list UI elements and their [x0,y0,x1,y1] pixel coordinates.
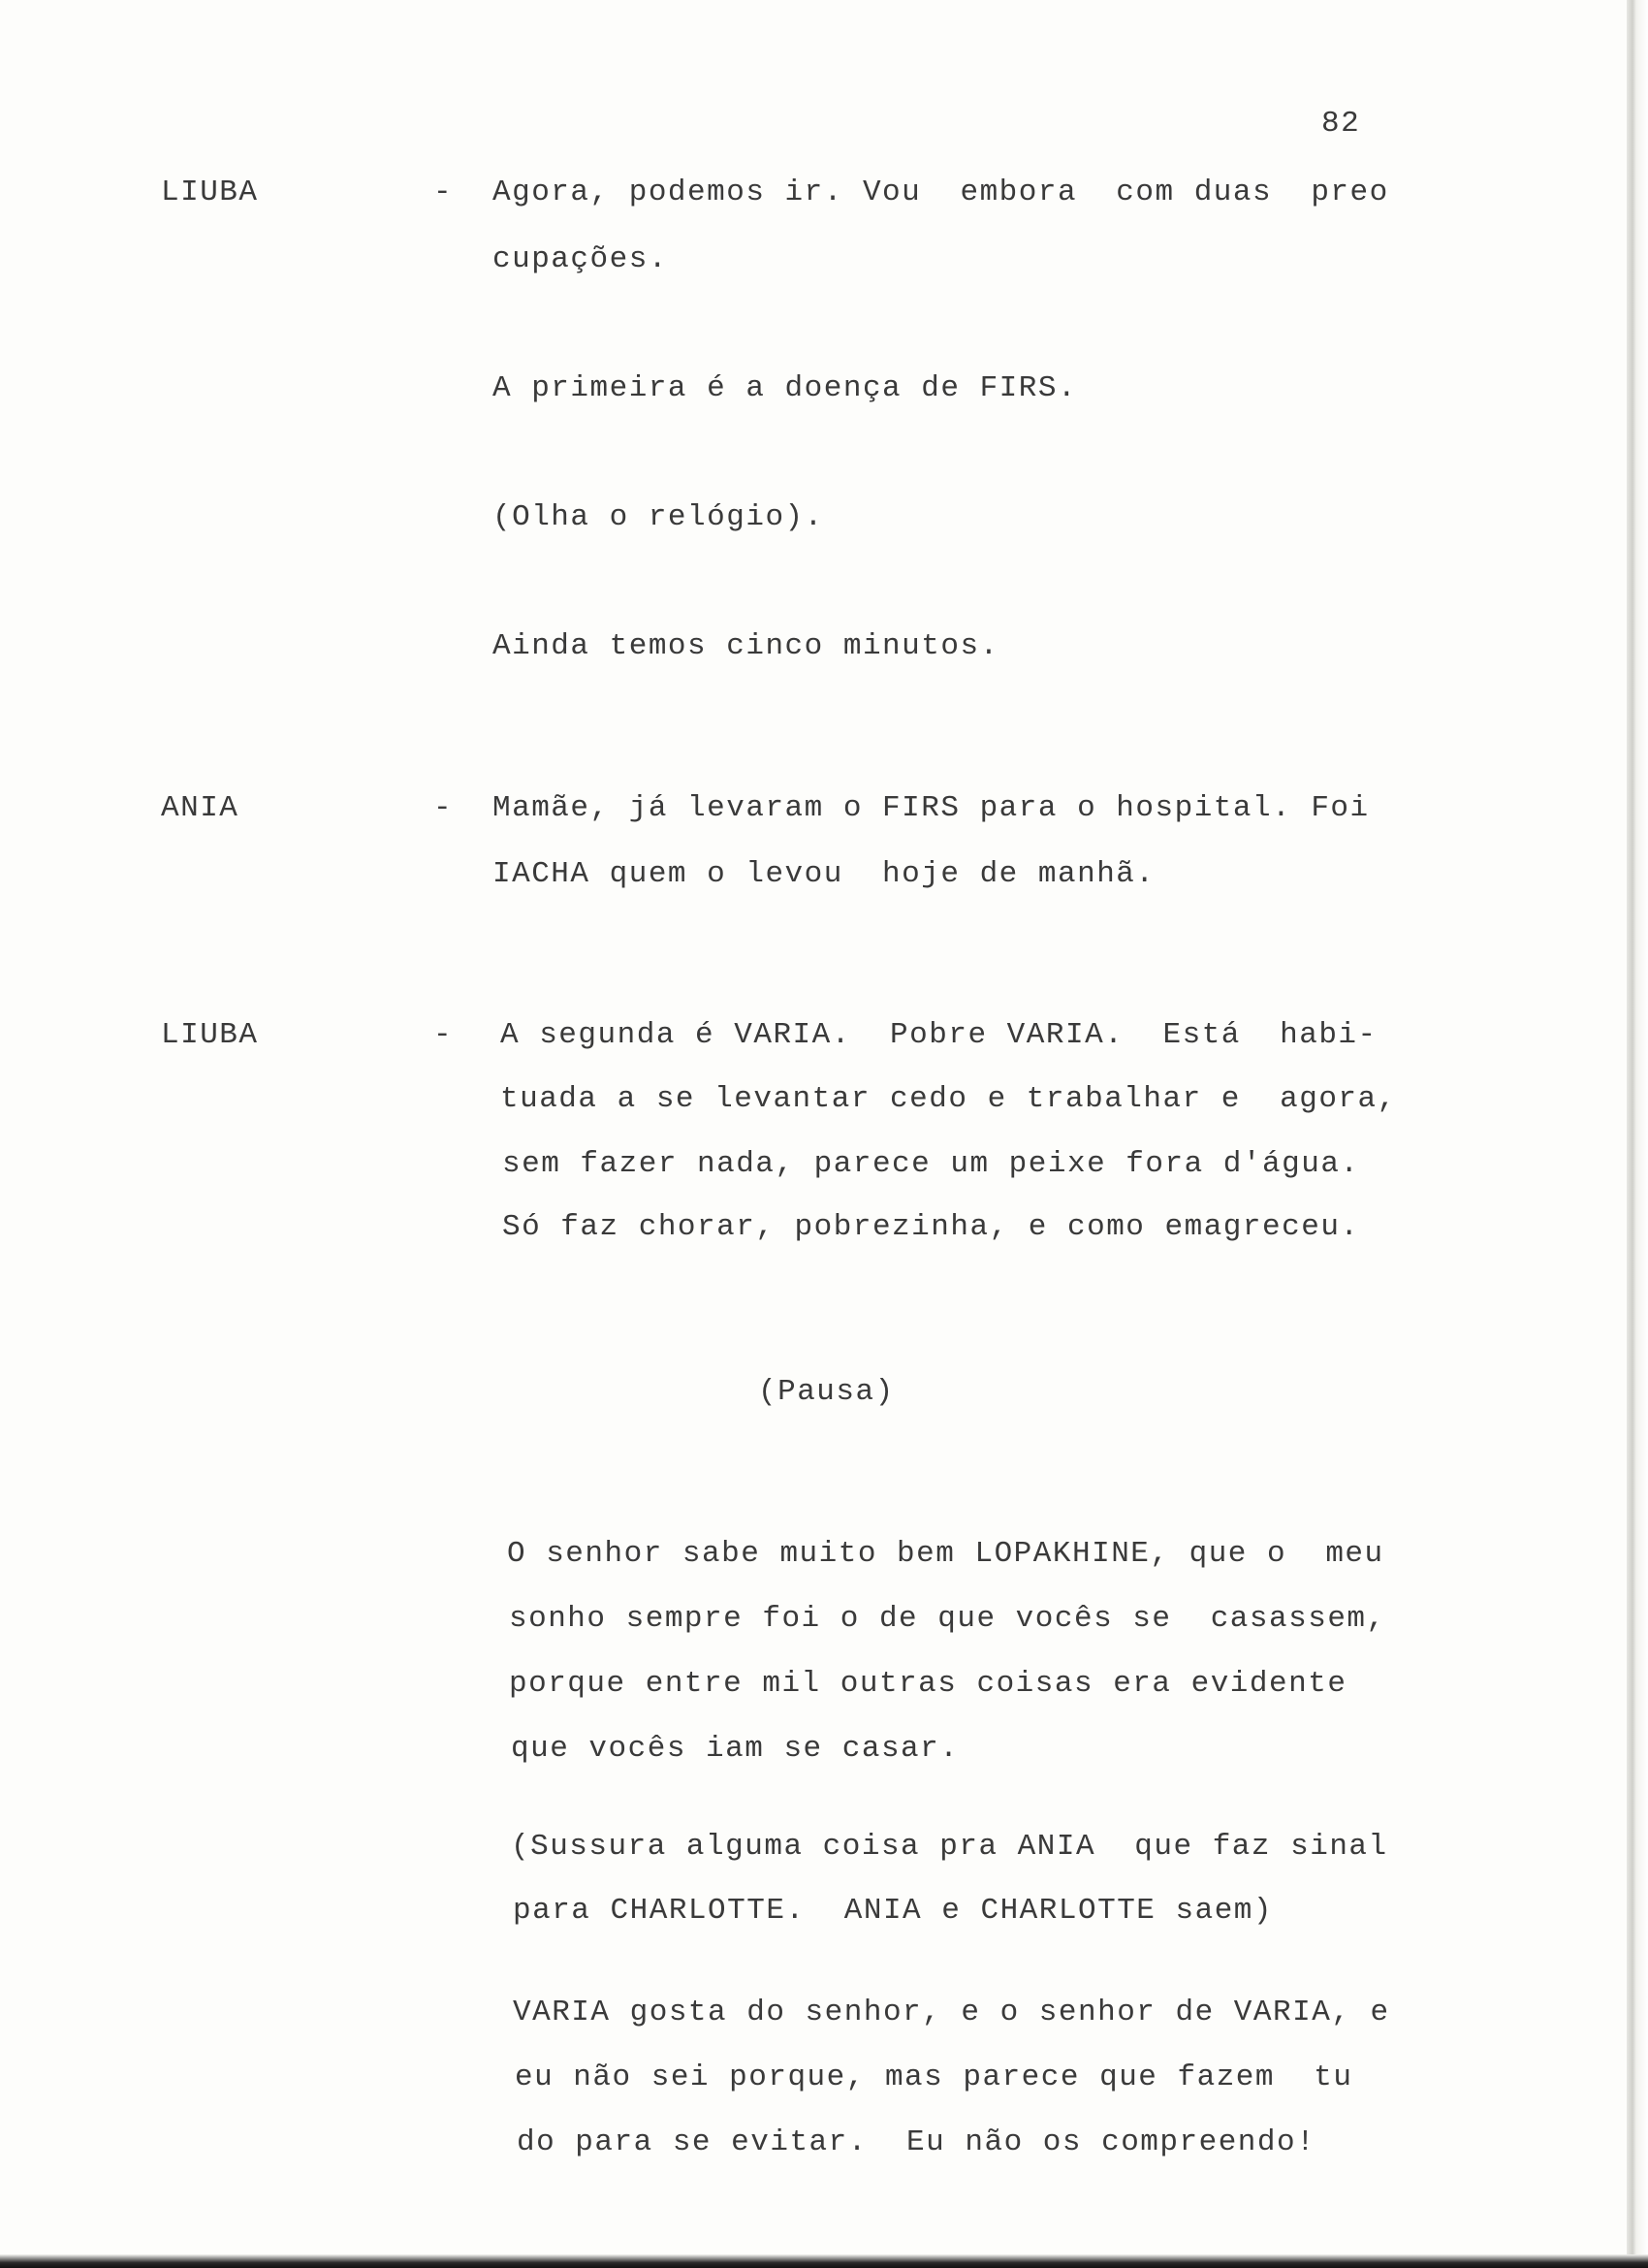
dialogue-line: do para se evitar. Eu não os compreendo! [517,2125,1316,2159]
stage-direction-pause: (Pausa) [758,1375,895,1409]
dialogue-line: sonho sempre foi o de que vocês se casassem, [509,1602,1386,1636]
page-edge-shadow [1627,0,1648,2268]
dialogue-line: IACHA quem o levou hoje de manhã. [492,857,1156,891]
speaker-liuba: LIUBA [161,1018,259,1052]
dialogue-dash: - [433,1018,454,1052]
dialogue-line: Ainda temos cinco minutos. [492,629,999,663]
dialogue-line: Mamãe, já levaram o FIRS para o hospital. Foi [492,791,1370,825]
dialogue-line: A segunda é VARIA. Pobre VARIA. Está habi- [500,1018,1378,1052]
dialogue-line: porque entre mil outras coisas era evidente [509,1667,1347,1701]
stage-direction: (Olha o relógio). [492,500,824,534]
scan-bottom-edge [0,2254,1648,2268]
dialogue-dash: - [433,176,454,209]
dialogue-line: VARIA gosta do senhor, e o senhor de VARIA, e [513,1996,1390,2029]
dialogue-dash: - [433,791,454,825]
dialogue-line: que vocês iam se casar. [511,1732,960,1766]
dialogue-line: cupações. [492,242,668,276]
page-number: 82 [1321,107,1361,141]
dialogue-line: eu não sei porque, mas parece que fazem tu [515,2060,1353,2094]
dialogue-line: Só faz chorar, pobrezinha, e como emagreceu. [502,1210,1360,1244]
speaker-ania: ANIA [161,791,239,825]
stage-direction: para CHARLOTTE. ANIA e CHARLOTTE saem) [513,1894,1274,1928]
stage-direction: (Sussura alguma coisa pra ANIA que faz sinal [511,1830,1388,1864]
dialogue-line: sem fazer nada, parece um peixe fora d'água. [502,1147,1360,1181]
speaker-liuba: LIUBA [161,176,259,209]
dialogue-line: A primeira é a doença de FIRS. [492,371,1078,405]
dialogue-line: Agora, podemos ir. Vou embora com duas preo [492,176,1389,209]
dialogue-line: O senhor sabe muito bem LOPAKHINE, que o meu [507,1537,1384,1571]
dialogue-line: tuada a se levantar cedo e trabalhar e agora, [500,1082,1397,1116]
